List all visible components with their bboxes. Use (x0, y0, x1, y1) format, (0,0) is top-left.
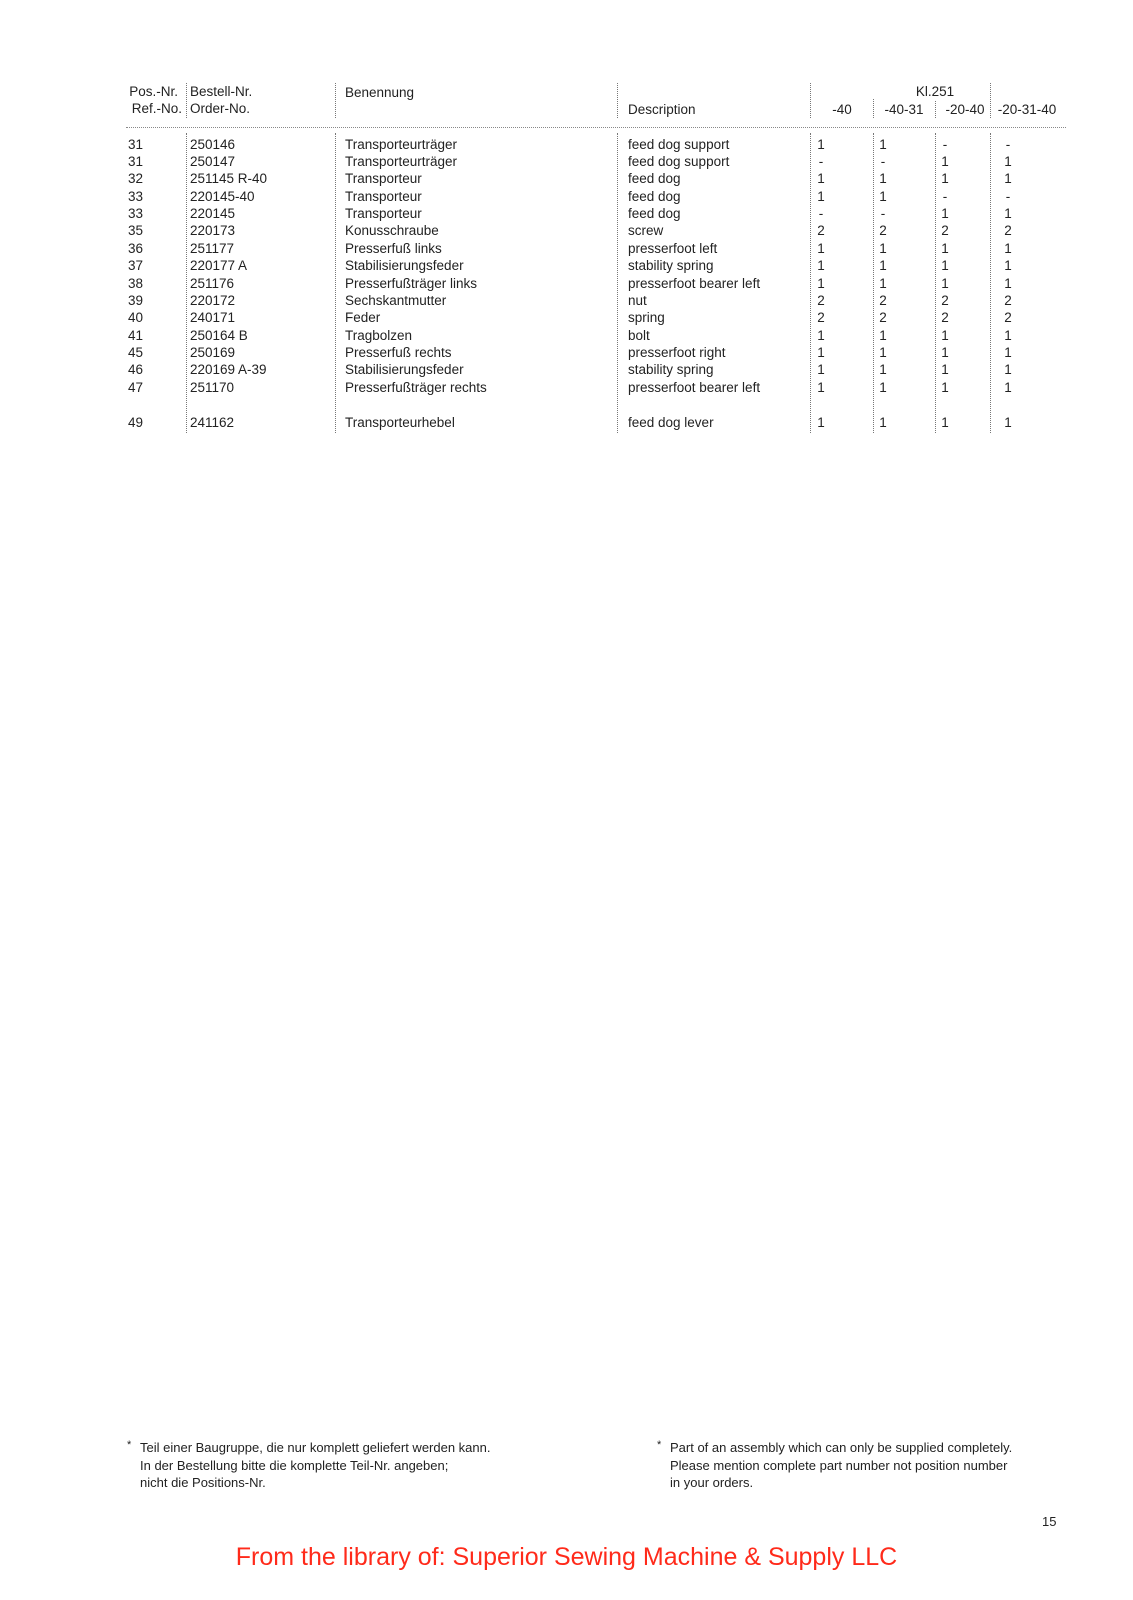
ref-number-cell: 38 (128, 276, 144, 291)
description-cell: feed dog lever (628, 415, 714, 430)
ref-number-cell: 36 (128, 241, 144, 256)
quantity-cell: 1 (941, 380, 949, 395)
ref-number-cell: 33 (128, 206, 144, 221)
header-benennung: Benennung (345, 85, 415, 100)
header-order-en: Order-No. (190, 101, 251, 116)
quantity-cell: 2 (1004, 310, 1012, 325)
description-cell: nut (628, 293, 647, 308)
ref-number-cell: 37 (128, 258, 144, 273)
benennung-cell: Transporteurhebel (345, 415, 455, 430)
order-number-cell: 251177 (190, 241, 235, 256)
quantity-cell: 2 (817, 293, 825, 308)
column-divider (335, 83, 336, 118)
ref-number-cell: 33 (128, 189, 144, 204)
quantity-cell: - (818, 154, 824, 169)
benennung-cell: Transporteurträger (345, 137, 458, 152)
description-cell: feed dog (628, 171, 681, 186)
quantity-cell: 1 (879, 276, 887, 291)
order-number-cell: 220177 A (190, 258, 248, 273)
column-divider (810, 83, 811, 118)
order-number-cell: 251145 R-40 (190, 171, 268, 186)
header-variant-3: -20-40 (945, 102, 985, 117)
description-cell: stability spring (628, 362, 714, 377)
column-divider (617, 133, 618, 433)
quantity-cell: 2 (879, 293, 887, 308)
footnote-de (127, 1439, 491, 1492)
order-number-cell: 220173 (190, 223, 236, 238)
header-pos-de: Pos.-Nr. (129, 84, 178, 99)
benennung-cell: Presserfußträger links (345, 276, 478, 291)
column-divider (935, 101, 936, 118)
quantity-cell: - (880, 206, 886, 221)
benennung-cell: Presserfußträger rechts (345, 380, 487, 395)
header-group: Kl.251 (915, 84, 955, 99)
header-variant-2: -40-31 (884, 102, 924, 117)
description-cell: bolt (628, 328, 650, 343)
order-number-cell: 220169 A-39 (190, 362, 267, 377)
quantity-cell: 1 (1004, 362, 1012, 377)
quantity-cell: 1 (1004, 206, 1012, 221)
description-cell: feed dog (628, 189, 681, 204)
ref-number-cell: 35 (128, 223, 144, 238)
quantity-cell: 1 (817, 258, 825, 273)
order-number-cell: 251170 (190, 380, 235, 395)
quantity-cell: 1 (879, 415, 887, 430)
benennung-cell: Transporteur (345, 189, 422, 204)
footnote-marker: * (657, 1439, 662, 1451)
quantity-cell: 1 (941, 258, 949, 273)
benennung-cell: Transporteur (345, 206, 422, 221)
quantity-cell: - (942, 137, 948, 152)
quantity-cell: 1 (879, 241, 887, 256)
quantity-cell: 1 (941, 206, 949, 221)
header-pos-en: Ref.-No. (131, 101, 182, 116)
quantity-cell: 2 (941, 223, 949, 238)
page-number: 15 (1042, 1514, 1057, 1529)
quantity-cell: 1 (941, 241, 949, 256)
ref-number-cell: 31 (128, 137, 144, 152)
benennung-cell: Stabilisierungsfeder (345, 362, 464, 377)
quantity-cell: - (1005, 137, 1011, 152)
footnote-de-line: In der Bestellung bitte die komplette Teil-Nr. angeben; (140, 1457, 449, 1473)
column-divider (186, 133, 187, 433)
description-cell: spring (628, 310, 665, 325)
description-cell: feed dog support (628, 137, 730, 152)
column-divider (335, 133, 336, 433)
quantity-cell: 1 (879, 137, 887, 152)
description-cell: presserfoot bearer left (628, 380, 761, 395)
order-number-cell: 241162 (190, 415, 235, 430)
quantity-cell: 1 (817, 415, 825, 430)
quantity-cell: 1 (879, 189, 887, 204)
quantity-cell: 1 (817, 328, 825, 343)
footnote-en-line: in your orders. (670, 1475, 754, 1490)
quantity-cell: 1 (941, 154, 949, 169)
quantity-cell: 1 (817, 241, 825, 256)
quantity-cell: 1 (817, 345, 825, 360)
quantity-cell: 1 (1004, 258, 1012, 273)
quantity-cell: 1 (817, 189, 825, 204)
header-variant-4: -20-31-40 (997, 102, 1057, 117)
header-variant-1: -40 (832, 102, 852, 117)
order-number-cell: 251176 (190, 276, 235, 291)
header-rule (126, 127, 1066, 128)
quantity-cell: 1 (1004, 276, 1012, 291)
description-cell: presserfoot left (628, 241, 718, 256)
footnote-en (657, 1439, 1013, 1492)
quantity-cell: 1 (941, 328, 949, 343)
order-number-cell: 220145 (190, 206, 236, 221)
quantity-cell: 2 (941, 293, 949, 308)
description-cell: presserfoot bearer left (628, 276, 761, 291)
ref-number-cell: 49 (128, 415, 144, 430)
ref-number-cell: 47 (128, 380, 144, 395)
quantity-cell: - (880, 154, 886, 169)
ref-number-cell: 41 (128, 328, 144, 343)
quantity-cell: 2 (1004, 223, 1012, 238)
quantity-cell: 1 (817, 362, 825, 377)
quantity-cell: 1 (817, 276, 825, 291)
quantity-cell: 1 (941, 171, 949, 186)
quantity-cell: 1 (1004, 171, 1012, 186)
benennung-cell: Presserfuß rechts (345, 345, 452, 360)
benennung-cell: Tragbolzen (345, 328, 413, 343)
quantity-cell: 1 (879, 328, 887, 343)
order-number-cell: 250169 (190, 345, 236, 360)
quantity-cell: 1 (941, 415, 949, 430)
footnote-en-line: Please mention complete part number not position number (670, 1457, 1008, 1473)
quantity-cell: 1 (879, 345, 887, 360)
order-number-cell: 220172 (190, 293, 236, 308)
quantity-cell: 1 (817, 171, 825, 186)
quantity-cell: 2 (1004, 293, 1012, 308)
benennung-cell: Konusschraube (345, 223, 439, 238)
description-cell: feed dog (628, 206, 681, 221)
column-divider (186, 83, 187, 118)
quantity-cell: 1 (817, 380, 825, 395)
quantity-cell: 1 (1004, 328, 1012, 343)
footnote-en-line: Part of an assembly which can only be supplied completely. (670, 1440, 1013, 1455)
ref-number-cell: 31 (128, 154, 144, 169)
footnote-de-line: nicht die Positions-Nr. (140, 1475, 266, 1490)
quantity-cell: 1 (879, 362, 887, 377)
quantity-cell: 1 (879, 380, 887, 395)
benennung-cell: Transporteurträger (345, 154, 458, 169)
benennung-cell: Feder (345, 310, 381, 325)
quantity-cell: 1 (941, 345, 949, 360)
order-number-cell: 250147 (190, 154, 236, 169)
order-number-cell: 250146 (190, 137, 236, 152)
ref-number-cell: 40 (128, 310, 144, 325)
ref-number-cell: 32 (128, 171, 144, 186)
ref-number-cell: 39 (128, 293, 144, 308)
quantity-cell: 1 (1004, 154, 1012, 169)
quantity-cell: 2 (941, 310, 949, 325)
order-number-cell: 250164 B (190, 328, 248, 343)
description-cell: stability spring (628, 258, 714, 273)
benennung-cell: Transporteur (345, 171, 422, 186)
header-order-de: Bestell-Nr. (190, 84, 253, 99)
quantity-cell: 1 (1004, 380, 1012, 395)
description-cell: presserfoot right (628, 345, 726, 360)
column-divider (873, 99, 874, 118)
description-cell: screw (628, 223, 664, 238)
quantity-cell: 2 (879, 310, 887, 325)
ref-number-cell: 45 (128, 345, 144, 360)
footnote-de-line: Teil einer Baugruppe, die nur komplett geliefert werden kann. (140, 1440, 491, 1455)
ref-number-cell: 46 (128, 362, 144, 377)
header-description: Description (628, 102, 696, 117)
quantity-cell: 2 (879, 223, 887, 238)
quantity-cell: 1 (941, 276, 949, 291)
quantity-cell: - (942, 189, 948, 204)
quantity-cell: 2 (817, 310, 825, 325)
benennung-cell: Stabilisierungsfeder (345, 258, 464, 273)
description-cell: feed dog support (628, 154, 730, 169)
quantity-cell: 1 (941, 362, 949, 377)
order-number-cell: 220145-40 (190, 189, 255, 204)
quantity-cell: - (1005, 189, 1011, 204)
quantity-cell: 1 (879, 258, 887, 273)
quantity-cell: - (818, 206, 824, 221)
column-divider (990, 83, 991, 118)
quantity-cell: 1 (1004, 415, 1012, 430)
quantity-cell: 1 (1004, 345, 1012, 360)
benennung-cell: Sechskantmutter (345, 293, 447, 308)
benennung-cell: Presserfuß links (345, 241, 442, 256)
quantity-cell: 1 (817, 137, 825, 152)
column-divider (617, 83, 618, 118)
quantity-cell: 1 (879, 171, 887, 186)
library-note: From the library of: Superior Sewing Machine & Supply LLC (235, 1543, 898, 1571)
quantity-cell: 2 (817, 223, 825, 238)
order-number-cell: 240171 (190, 310, 236, 325)
quantity-cell: 1 (1004, 241, 1012, 256)
footnote-marker: * (127, 1439, 132, 1451)
